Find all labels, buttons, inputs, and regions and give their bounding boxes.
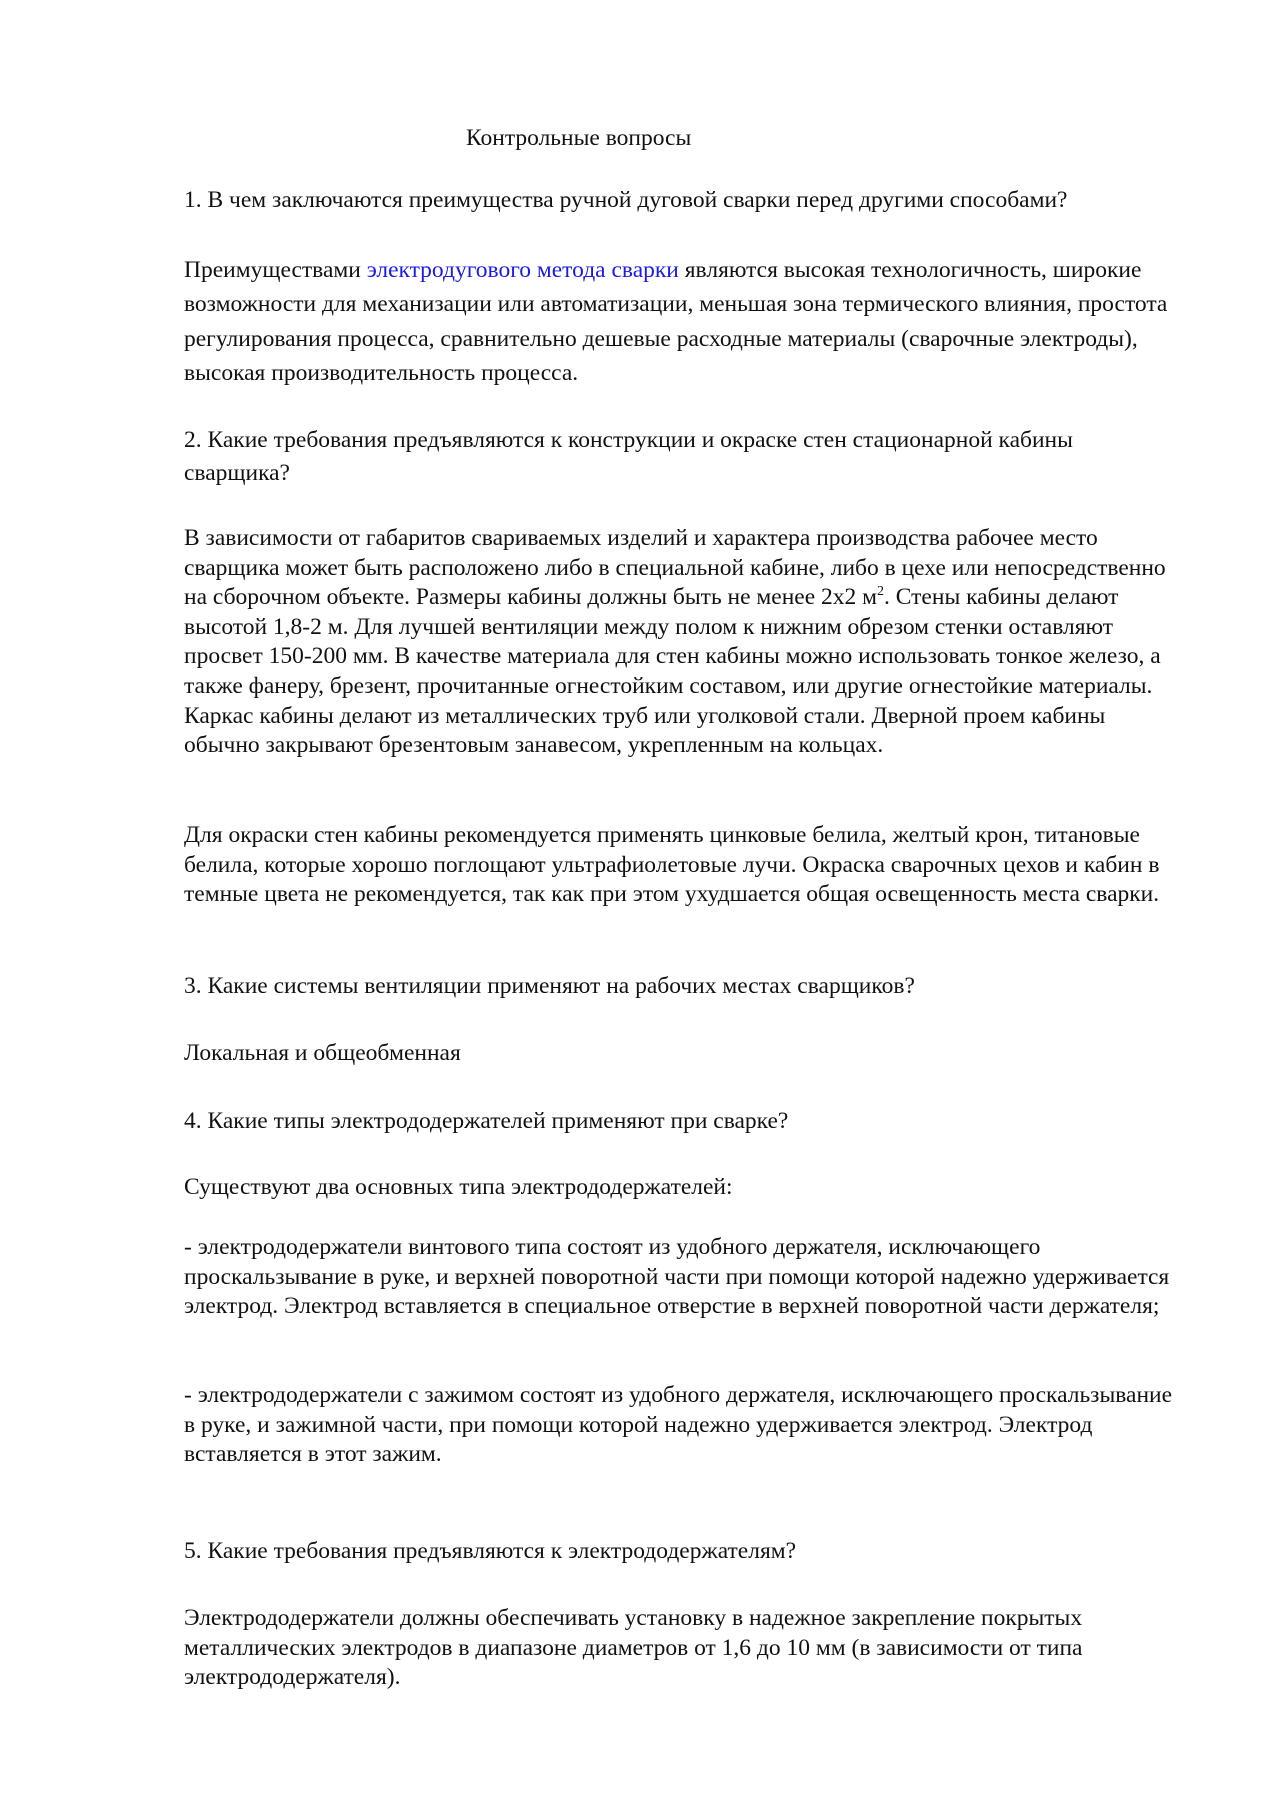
answer-4-intro: Существуют два основных типа электрододержателей: (184, 1174, 733, 1200)
question-1: 1. В чем заключаются преимущества ручной дуговой сварки перед другими способами? (184, 187, 1068, 213)
question-5: 5. Какие требования предъявляются к электрододержателям? (184, 1538, 797, 1564)
answer-2-paragraph-2: Для окраски стен кабины рекомендуется применять цинковые белила, желтый крон, титановые белила, которые хорошо поглощают ультрафиолетовые лучи. Окраска сварочных цехов и кабин в темные цвета не рекомендуется, так как при этом ухудшается общая освещенность места сварки. (184, 822, 1160, 908)
document-title: Контрольные вопросы (466, 125, 692, 151)
answer-3: Локальная и общеобменная (184, 1040, 461, 1066)
question-3: 3. Какие системы вентиляции применяют на рабочих местах сварщиков? (184, 973, 915, 999)
answer-4-item-1: - электрододержатели винтового типа состоят из удобного держателя, исключающего проскальзывание в руке, и верхней поворотной части при помощи которой надежно удерживается электрод. Электрод вставляется в специальное отверстие в верхней поворотной части держателя; (184, 1234, 1170, 1320)
answer-1-text-end: являются высокая технологичность, широкие возможности для механизации или автоматизации, меньшая зона термического влияния, простота регулирования процесса, сравнительно дешевые расходные материалы (сварочные электроды), высокая производительность процесса. (184, 257, 1168, 387)
square-superscript: 2 (877, 584, 885, 600)
welding-method-link[interactable]: электродугового метода сварки (366, 257, 679, 283)
question-2: 2. Какие требования предъявляются к конструкции и окраске стен стационарной кабины сварщика? (184, 427, 1073, 486)
answer-2-text-end: . Стены кабины делают высотой 1,8-2 м. Для лучшей вентиляции между полом к нижним обрезом стенки оставляют просвет 150-200 мм. В качестве материала для стен кабины можно использовать тонкое железо, а также фанеру, брезент, прочитанные огнестойким составом, или другие огнестойкие материалы. Каркас кабины делают из металлических труб или уголковой стали. Дверной проем кабины обычно закрывают брезентовым занавесом, укрепленным на кольцах. (184, 584, 1161, 759)
question-4: 4. Какие типы электрододержателей применяют при сварке? (184, 1108, 789, 1134)
answer-1-text-start: Преимуществами (184, 257, 367, 283)
answer-1 (184, 253, 1184, 391)
answer-2-text-start: В зависимости от габаритов свариваемых изделий и характера производства рабочее место сварщика может быть расположено либо в специальной кабине, либо в цехе или непосредственно на сборочном объекте. Размеры кабины должны быть не менее 2х2 м (184, 525, 1166, 611)
answer-5: Электрододержатели должны обеспечивать установку в надежное закрепление покрытых металлических электродов в диапазоне диаметров от 1,6 до 10 мм (в зависимости от типа электрододержателя). (184, 1605, 1083, 1691)
answer-4-item-2: - электрододержатели с зажимом состоят из удобного держателя, исключающего проскальзывание в руке, и зажимной части, при помощи которой надежно удерживается электрод. Электрод вставляется в этот зажим. (184, 1382, 1173, 1468)
answer-2-paragraph-1 (184, 524, 1184, 761)
